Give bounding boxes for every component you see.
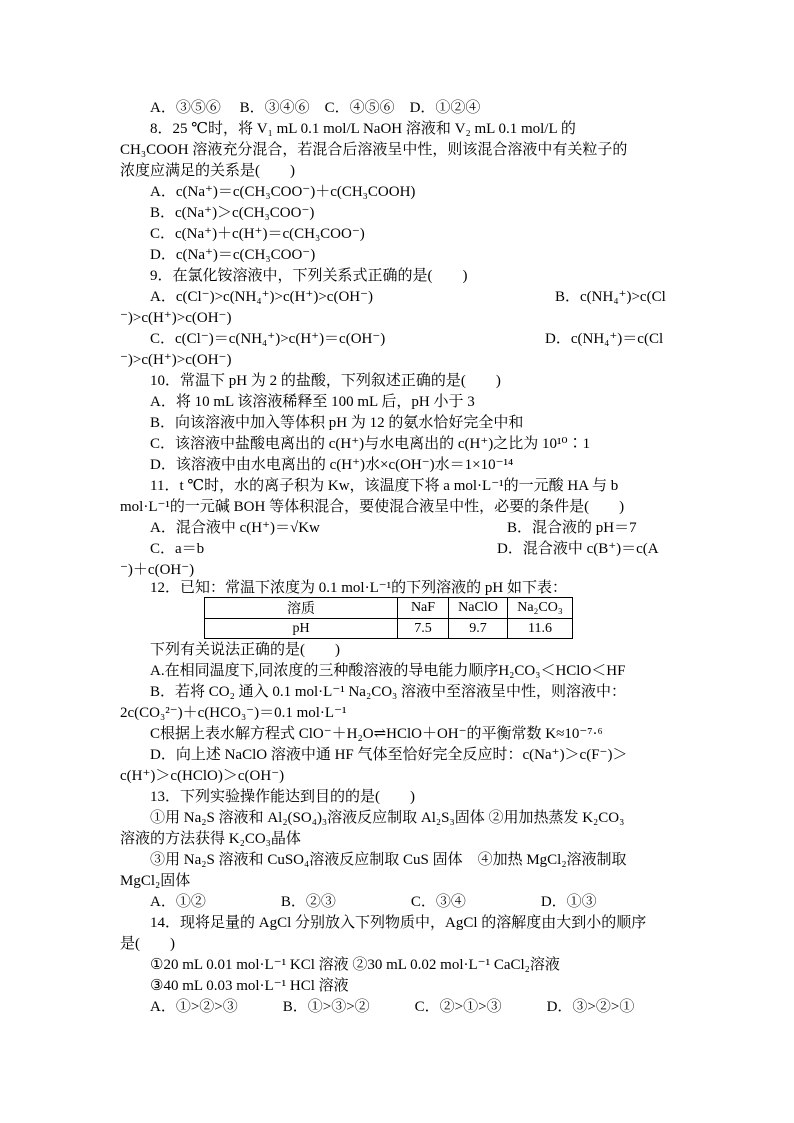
q13-item-1-2: ①用 Na₂S 溶液和 Al₂(SO₄)₃溶液反应制取 Al₂S₃固体 ②用加热蒸发 K₂CO₃: [150, 810, 625, 826]
q12-option-d-cont: c(H⁺)＞c(HClO)＞c(OH⁻): [120, 768, 285, 784]
q9-option-a: A．c(Cl⁻)>c(NH₄⁺)>c(H⁺)>c(OH⁻): [150, 289, 374, 305]
q13-item-4-cont: MgCl₂固体: [120, 873, 191, 889]
q12-option-b-cont: 2c(CO₃²⁻)＋c(HCO₃⁻)＝0.1 mol·L⁻¹: [120, 705, 347, 721]
table-header-naf: NaF: [398, 598, 449, 619]
q12-option-d: D．向上述 NaClO 溶液中通 HF 气体至恰好完全反应时：c(Na⁺)＞c(F⁻)＞: [150, 747, 628, 763]
table-row: [205, 619, 573, 639]
q8-stem-line3: 浓度应满足的关系是( ): [120, 163, 295, 179]
q14-stem-line2: 是( ): [120, 936, 175, 952]
q14-item-3: ③40 mL 0.03 mol·L⁻¹ HCl 溶液: [150, 978, 349, 994]
q11-stem-line1: 11．t ℃时，水的离子积为 Kw，该温度下将 a mol·L⁻¹的一元酸 HA 与 b: [150, 478, 619, 494]
q12-stem: 12．已知：常温下浓度为 0.1 mol·L⁻¹的下列溶液的 pH 如下表：: [150, 580, 567, 596]
q9-option-c: C．c(Cl⁻)＝c(NH₄⁺)>c(H⁺)＝c(OH⁻): [150, 331, 386, 347]
q10-option-d: D．该溶液中由水电离出的 c(H⁺)水×c(OH⁻)水＝1×10⁻¹⁴: [150, 457, 514, 473]
table-cell-naf: 7.5: [398, 619, 449, 639]
q13-item-3-4: ③用 Na₂S 溶液和 CuSO₄溶液反应制取 CuS 固体 ④加热 MgCl₂溶液制取: [150, 852, 627, 868]
q12-prompt: 下列有关说法正确的是( ): [150, 642, 340, 658]
q12-option-a: A.在相同温度下,同浓度的三种酸溶液的导电能力顺序H₂CO₃＜HClO＜HF: [150, 663, 626, 679]
q12-option-b: B．若将 CO₂ 通入 0.1 mol·L⁻¹ Na₂CO₃ 溶液中至溶液呈中性，则溶液中：: [150, 684, 627, 700]
q8-option-d: D．c(Na⁺)＝c(CH₃COO⁻): [150, 247, 316, 263]
q12-option-c: C根据上表水解方程式 ClO⁻＋H₂O⇌HClO＋OH⁻的平衡常数 K≈10⁻⁷·⁶: [150, 726, 603, 742]
q10-option-b: B．向该溶液中加入等体积 pH 为 12 的氨水恰好完全中和: [150, 415, 524, 431]
q9-option-b: B．c(NH₄⁺)>c(Cl: [555, 289, 666, 305]
table-header-naclo: NaClO: [449, 598, 508, 619]
q14-options: A．①>②>③ B．①>③>② C．②>①>③ D．③>②>①: [150, 999, 635, 1015]
q11-option-c: C．a＝b: [150, 541, 205, 557]
q10-option-c: C．该溶液中盐酸电离出的 c(H⁺)与水电离出的 c(H⁺)之比为 10¹⁰∶1: [150, 436, 591, 452]
ph-table: [204, 597, 573, 639]
q9-option-d: D．c(NH₄⁺)＝c(Cl: [545, 331, 664, 347]
q13-stem: 13．下列实验操作能达到目的的是( ): [150, 789, 415, 805]
q11-option-b: B．混合液的 pH＝7: [507, 520, 637, 536]
q11-stem-line2: mol·L⁻¹的一元碱 BOH 等体积混合，要使混合液呈中性，必要的条件是( ): [120, 499, 625, 515]
q11-option-d: D．混合液中 c(B⁺)＝c(A: [497, 541, 659, 557]
table-header-solute: 溶质: [205, 598, 398, 619]
q9-option-b-cont: ⁻)>c(H⁺)>c(OH⁻): [120, 310, 232, 326]
q14-stem-line1: 14．现将足量的 AgCl 分别放入下列物质中，AgCl 的溶解度由大到小的顺序: [150, 915, 647, 931]
q11-option-d-cont: ⁻)＋c(OH⁻): [120, 562, 195, 578]
q8-option-c: C．c(Na⁺)＋c(H⁺)＝c(CH₃COO⁻): [150, 226, 365, 242]
q8-stem-line1: 8．25 ℃时，将 V₁ mL 0.1 mol/L NaOH 溶液和 V₂ mL 0.1 mol/L 的: [150, 121, 576, 137]
q7-options: A．③⑤⑥ B．③④⑥ C．④⑤⑥ D．①②④: [150, 100, 481, 116]
q14-item-1-2: ①20 mL 0.01 mol·L⁻¹ KCl 溶液 ②30 mL 0.02 mol·L⁻¹ CaCl₂溶液: [150, 957, 560, 973]
table-cell-ph-label: pH: [205, 619, 398, 639]
q13-options: A．①② B．②③ C．③④ D．①③: [150, 894, 597, 910]
q10-stem: 10．常温下 pH 为 2 的盐酸，下列叙述正确的是( ): [150, 373, 501, 389]
table-cell-naclo: 9.7: [449, 619, 508, 639]
q8-option-a: A．c(Na⁺)＝c(CH₃COO⁻)＋c(CH₃COOH): [150, 184, 416, 200]
q9-option-d-cont: ⁻)>c(H⁺)>c(OH⁻): [120, 352, 232, 368]
q8-option-b: B．c(Na⁺)＞c(CH₃COO⁻): [150, 205, 315, 221]
table-row: [205, 598, 573, 619]
q11-option-a: A．混合液中 c(H⁺)＝√Kw: [150, 520, 320, 536]
q13-item-2-cont: 溶液的方法获得 K₂CO₃晶体: [120, 831, 301, 847]
q10-option-a: A．将 10 mL 该溶液稀释至 100 mL 后，pH 小于 3: [150, 394, 475, 410]
table-header-na2co3: Na₂CO₃: [508, 598, 573, 619]
q8-stem-line2: CH₃COOH 溶液充分混合，若混合后溶液呈中性，则该混合溶液中有关粒子的: [120, 142, 628, 158]
table-cell-na2co3: 11.6: [508, 619, 573, 639]
q9-stem: 9．在氯化铵溶液中，下列关系式正确的是( ): [150, 268, 468, 284]
